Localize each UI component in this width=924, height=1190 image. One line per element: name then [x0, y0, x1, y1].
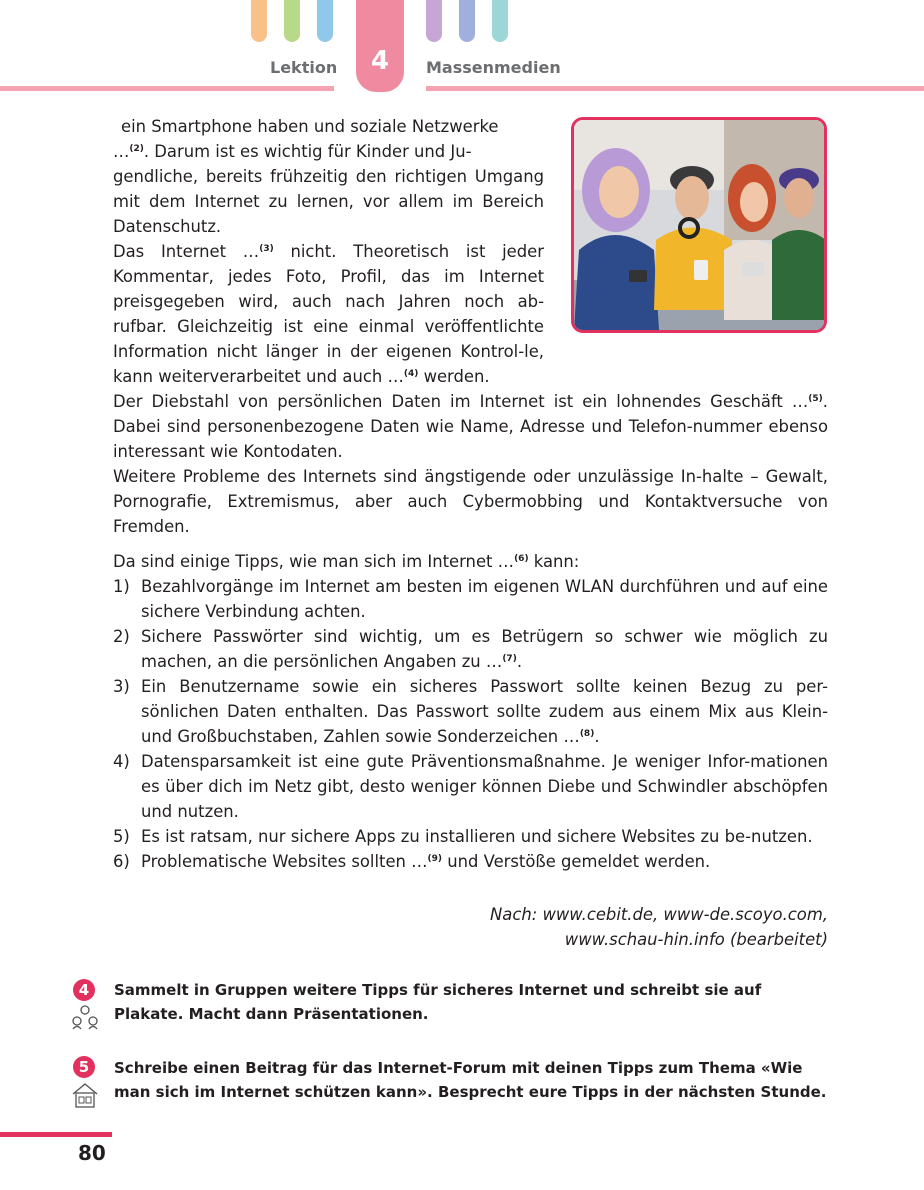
homework-house-icon — [70, 1082, 100, 1108]
p1-line-1: ein Smartphone haben und soziale Netzwerke — [121, 117, 499, 136]
tip-text: Sichere Passwörter sind wichtig, um es Betrügern so schwer wie möglich zu machen, an die persönlichen Angaben zu … — [141, 627, 828, 671]
source-line-2: www.schau-hin.info (bearbeitet) — [564, 930, 828, 949]
gap-ref-9: (9) — [427, 854, 443, 864]
p5-text-a: Da sind einige Tipps, wie man sich im Internet … — [113, 552, 515, 571]
p2-text-a: Das Internet … — [113, 242, 260, 261]
list-number: 2) — [113, 627, 130, 646]
list-number: 3) — [113, 677, 130, 696]
p1-rest: gendliche, bereits frühzeitig den richtigen Umgang mit dem Internet zu lernen, vor allem im Bereich Datenschutz. — [113, 167, 544, 236]
tip-text-end: . — [516, 652, 523, 671]
gap-ellipsis: … — [113, 142, 130, 161]
p3-text-b: . Dabei sind personenbezogene Daten wie Name, Adresse und Telefon-nummer ebenso interessant wie Kontodaten. — [113, 392, 828, 461]
lesson-number: 4 — [370, 46, 390, 76]
list-item — [113, 574, 828, 624]
tip-text: Problematische Websites sollten … — [141, 852, 428, 871]
tab-orange — [251, 0, 267, 42]
gap-ref-5: (5) — [808, 394, 823, 404]
paragraph-2 — [113, 239, 544, 389]
paragraph-3 — [113, 389, 828, 464]
gap-ref-7: (7) — [502, 654, 517, 664]
tab-blue — [317, 0, 333, 42]
p2-text-c: werden. — [418, 367, 490, 386]
p2-text-b: nicht. Theoretisch ist jeder Kommentar, jedes Foto, Profil, das im Internet preisgegeben wird, auch nach Jahren noch ab-rufbar. Gleichzeitig ist eine einmal veröffentlichte Information nicht länger in der eigenen Kontrol-le, kann weiterverarbeitet und auch … — [113, 242, 544, 386]
paragraph-1 — [113, 114, 544, 239]
list-number: 1) — [113, 577, 130, 596]
list-item — [113, 674, 828, 749]
header-line-left — [0, 86, 334, 91]
p1-line-2-text: . Darum ist es wichtig für Kinder und Ju- — [143, 142, 472, 161]
p5-text-b: kann: — [528, 552, 580, 571]
task-5-text: Schreibe einen Beitrag für das Internet-Forum mit deinen Tipps zum Thema «Wie man sich im Internet schützen kann». Besprecht eure Tipps in der nächsten Stunde. — [114, 1059, 827, 1101]
task-4-text: Sammelt in Gruppen weitere Tipps für sicheres Internet und schreibt sie auf Plakate. Macht dann Präsentationen. — [114, 981, 762, 1023]
source-citation — [490, 902, 828, 952]
gap-ref-4: (4) — [403, 369, 419, 379]
lektion-label: Lektion — [270, 58, 338, 77]
photo-illustration — [574, 120, 824, 330]
list-number: 5) — [113, 827, 130, 846]
task-number-badge: 4 — [73, 979, 95, 1001]
paragraph-4: Weitere Probleme des Internets sind ängstigende oder unzulässige In-halte – Gewalt, Pornografie, Extremismus, aber auch Cybermobbing und Kontaktversuche von Fremden. — [113, 467, 828, 536]
header-line-right — [426, 86, 924, 91]
tip-text: Ein Benutzername sowie ein sicheres Passwort sollte keinen Bezug zu per-sönlichen Daten enthalten. Das Passwort sollte zudem aus einem Mix aus Klein- und Großbuchstaben, Zahlen sowie Sonderzeichen … — [141, 677, 828, 746]
p1-line-2 — [113, 139, 544, 164]
tips-list — [113, 574, 828, 874]
list-number: 4) — [113, 752, 130, 771]
chapter-title: Massenmedien — [426, 58, 561, 77]
source-line-1: Nach: www.cebit.de, www-de.scoyo.com, — [490, 905, 828, 924]
gap-ref-3: (3) — [259, 244, 274, 254]
teens-with-phones-photo — [571, 117, 827, 333]
tip-text-end: . — [594, 727, 600, 746]
tip-text: Bezahlvorgänge im Internet am besten im eigenen WLAN durchführen und auf eine sichere Verbindung achten. — [141, 577, 828, 621]
paragraph-5 — [113, 549, 828, 574]
tab-purple — [426, 0, 442, 42]
list-item — [113, 849, 828, 874]
tip-text: Es ist ratsam, nur sichere Apps zu installieren und sichere Websites zu be-nutzen. — [141, 827, 813, 846]
gap-ref-2: (2) — [129, 144, 144, 154]
list-number: 6) — [113, 852, 130, 871]
p3-text-a: Der Diebstahl von persönlichen Daten im Internet ist ein lohnendes Geschäft … — [113, 392, 809, 411]
group-work-icon — [70, 1004, 100, 1030]
gap-ref-8: (8) — [579, 729, 595, 739]
tip-text-end: und Verstöße gemeldet werden. — [442, 852, 711, 871]
gap-ref-6: (6) — [514, 554, 529, 564]
list-item — [113, 824, 828, 849]
tab-teal — [492, 0, 508, 42]
list-item — [113, 624, 828, 674]
footer-accent-line — [0, 1132, 112, 1137]
list-item — [113, 749, 828, 824]
task-number-badge: 5 — [73, 1056, 95, 1078]
page-number: 80 — [78, 1141, 106, 1165]
tab-green — [284, 0, 300, 42]
tab-indigo — [459, 0, 475, 42]
header-color-tabs — [0, 0, 924, 60]
tip-text: Datensparsamkeit ist eine gute Präventionsmaßnahme. Je weniger Infor-mationen es über dich im Netz gibt, desto weniger können Diebe und Schwindler abschöpfen und nutzen. — [141, 752, 828, 821]
